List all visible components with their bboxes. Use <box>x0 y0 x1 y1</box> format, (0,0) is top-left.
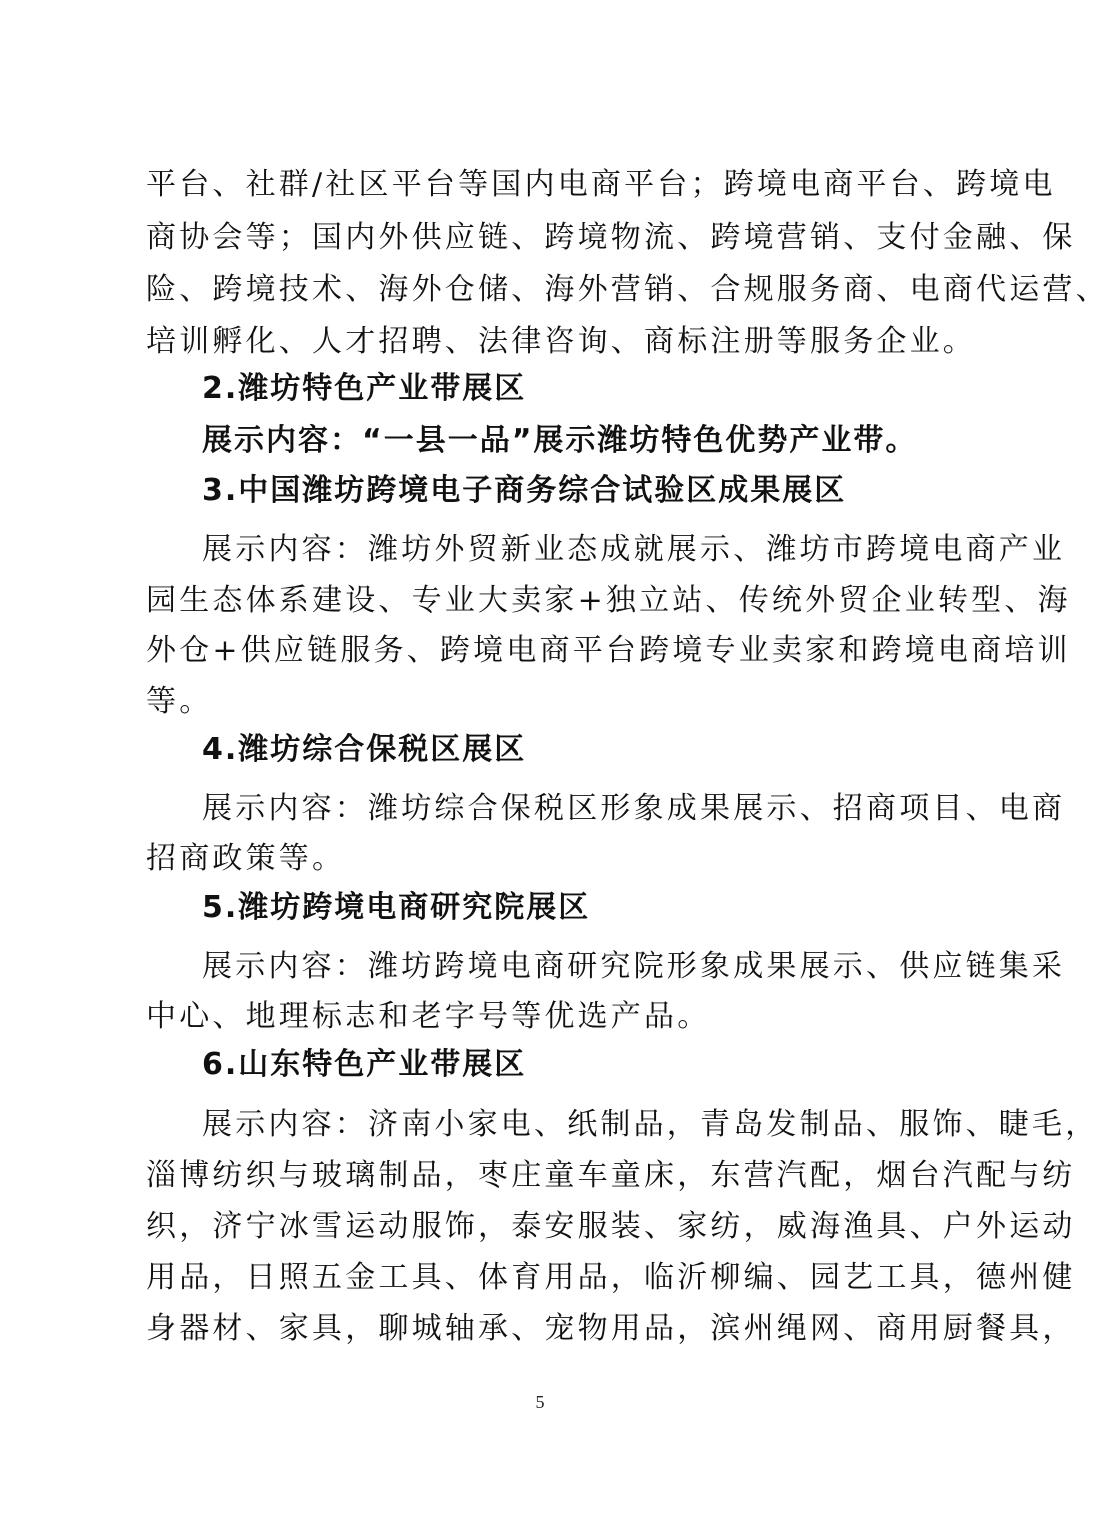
paragraph-line: 展示内容：潍坊外贸新业态成就展示、潍坊市跨境电商产业 <box>202 532 1066 567</box>
section-heading: 4.潍坊综合保税区展区 <box>202 732 527 767</box>
paragraph-line: 园生态体系建设、专业大卖家+独立站、传统外贸企业转型、海 <box>146 583 1071 618</box>
paragraph-line: 中心、地理标志和老字号等优选产品。 <box>146 999 711 1034</box>
paragraph-line: 平台、社群/社区平台等国内电商平台；跨境电商平台、跨境电 <box>146 167 1056 202</box>
page-number: 5 <box>535 1392 545 1412</box>
paragraph-line: 培训孵化、人才招聘、法律咨询、商标注册等服务企业。 <box>146 324 976 359</box>
paragraph-line: 淄博纺织与玻璃制品，枣庄童车童床，东营汽配，烟台汽配与纺 <box>146 1158 1076 1193</box>
paragraph-line: 外仓+供应链服务、跨境电商平台跨境专业卖家和跨境电商培训 <box>146 633 1071 668</box>
section-heading: 3.中国潍坊跨境电子商务综合试验区成果展区 <box>202 473 847 508</box>
paragraph-line: 展示内容：潍坊综合保税区形象成果展示、招商项目、电商 <box>202 791 1066 826</box>
paragraph-line: 商协会等；国内外供应链、跨境物流、跨境营销、支付金融、保 <box>146 220 1076 255</box>
section-content: 展示内容：“一县一品”展示潍坊特色优势产业带。 <box>202 423 918 458</box>
section-heading: 6.山东特色产业带展区 <box>202 1047 527 1082</box>
paragraph-line: 织，济宁冰雪运动服饰，泰安服装、家纺，威海渔具、户外运动 <box>146 1209 1076 1244</box>
paragraph-line: 用品，日照五金工具、体育用品，临沂柳编、园艺工具，德州健 <box>146 1260 1076 1295</box>
section-heading: 2.潍坊特色产业带展区 <box>202 371 527 406</box>
paragraph-line: 险、跨境技术、海外仓储、海外营销、合规服务商、电商代运营、 <box>146 272 1109 307</box>
paragraph-line: 展示内容：济南小家电、纸制品，青岛发制品、服饰、睫毛， <box>202 1107 1099 1142</box>
paragraph-line: 等。 <box>146 684 213 719</box>
paragraph-line: 展示内容：潍坊跨境电商研究院形象成果展示、供应链集采 <box>202 949 1066 984</box>
paragraph-line: 招商政策等。 <box>146 841 346 876</box>
section-heading: 5.潍坊跨境电商研究院展区 <box>202 890 591 925</box>
paragraph-line: 身器材、家具，聊城轴承、宠物用品，滨州绳网、商用厨餐具， <box>146 1311 1076 1346</box>
